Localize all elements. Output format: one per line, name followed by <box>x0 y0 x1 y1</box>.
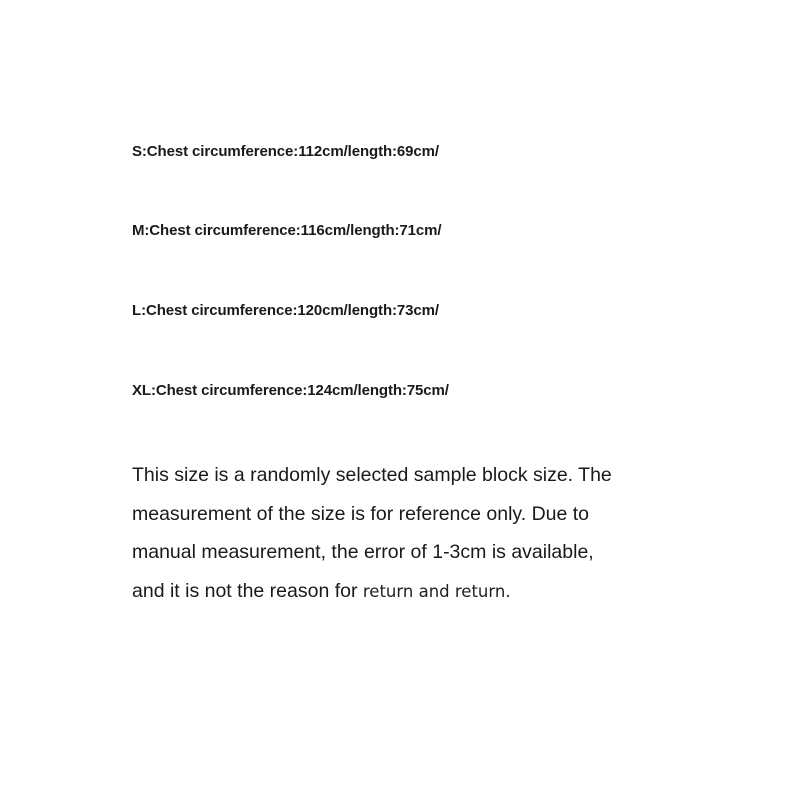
note-line-1: This size is a randomly selected sample block size. The <box>132 464 612 486</box>
note-line-3: manual measurement, the error of 1-3cm is available, <box>132 541 594 563</box>
size-xl-measurement: XL:Chest circumference:124cm/length:75cm/ <box>132 382 449 399</box>
note-line-4-start: and it is not the reason for <box>132 579 363 602</box>
note-line-2: measurement of the size is for reference only. Due to <box>132 502 590 525</box>
note-line-4-end: return and return. <box>362 581 511 601</box>
note-line-4 <box>132 572 692 612</box>
size-disclaimer-note <box>132 456 692 611</box>
size-s-measurement: S:Chest circumference:112cm/length:69cm/ <box>132 143 439 160</box>
size-m-measurement: M:Chest circumference:116cm/length:71cm/ <box>132 222 442 239</box>
size-l-measurement: L:Chest circumference:120cm/length:73cm/ <box>132 302 439 319</box>
